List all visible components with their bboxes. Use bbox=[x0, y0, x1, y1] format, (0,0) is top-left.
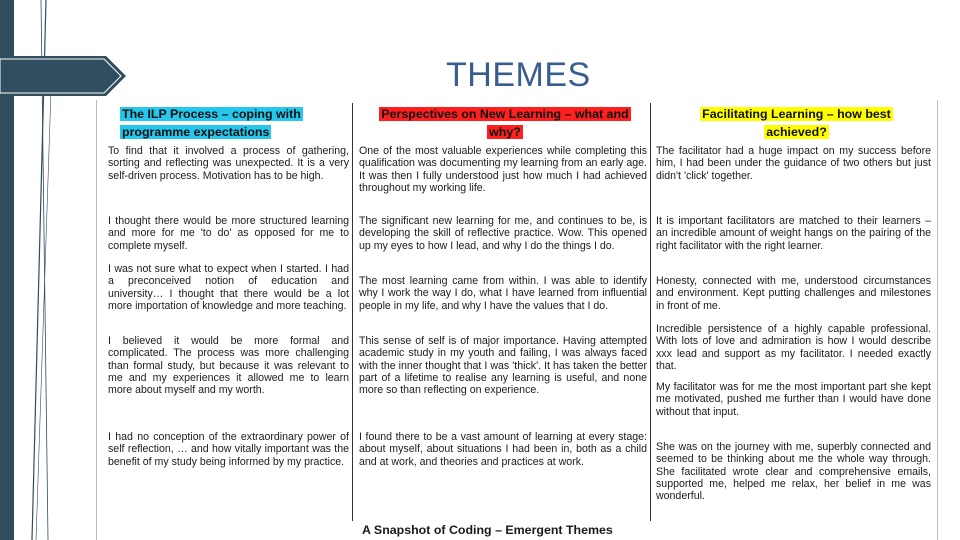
column-heading: Perspectives on New Learning – what and why? bbox=[381, 107, 629, 139]
slide-title: THEMES bbox=[446, 56, 591, 94]
quote-entry: Honesty, connected with me, understood circumstances and environment. Kept putting challenges and milestones in front of me. bbox=[656, 275, 931, 312]
quote-entry: The significant new learning for me, and continues to be, is developing the skill of reflective practice. Wow. This opened up my eyes to how I lead, and why I do the things I do. bbox=[359, 215, 647, 252]
quote-entry: My facilitator was for me the most important part she kept me motivated, pushed me further than I would have done without that input. bbox=[656, 381, 931, 418]
table-caption: A Snapshot of Coding – Emergent Themes bbox=[362, 523, 613, 537]
quote-entry: The most learning came from within. I was able to identify why I work the way I do, what I have learned from influential people in my life, and why I have the values that I do. bbox=[359, 275, 647, 312]
column-ilp-process bbox=[104, 103, 352, 521]
title-arrow-tab bbox=[0, 56, 126, 96]
column-heading: Facilitating Learning – how best achieved? bbox=[702, 107, 891, 139]
quote-entry: Incredible persistence of a highly capable professional. With lots of love and admiration is how I would describe xxx lead and support as my facilitator. I needed exactly that. bbox=[656, 323, 931, 372]
column-facilitating-learning bbox=[650, 103, 933, 521]
quote-entry: This sense of self is of major importance. Having attempted academic study in my youth and failing, I was always faced with the inner thought that I was 'thick'. It has taken the better part of a lifetime to realise any learning is useful, and none more so than reflecting on experience. bbox=[359, 335, 647, 397]
quote-entry: One of the most valuable experiences while completing this qualification was documenting my learning from an early age. It was then I fully understood just how much I had achieved throughout my working life. bbox=[359, 145, 647, 194]
quote-entry: I thought there would be more structured learning and more for me 'to do' as opposed for me to complete myself. bbox=[108, 215, 349, 252]
quote-entry: I had no conception of the extraordinary power of self reflection, … and how vitally important was the benefit of my study being informed by my practice. bbox=[108, 431, 349, 468]
themes-table bbox=[104, 103, 933, 521]
quote-entry: She was on the journey with me, superbly connected and seemed to be thinking about me the whole way through. She facilitated wrote clear and comprehensive emails, supported me, helped me relax, her belief in me was wonderful. bbox=[656, 441, 931, 503]
quote-entry: I was not sure what to expect when I started. I had a preconceived notion of education and university… I thought that there would be a lot more importation of knowledge and more teaching. bbox=[108, 263, 349, 312]
quote-entry: I believed it would be more formal and complicated. The process was more challenging than formal study, but because it was relevant to me and my experiences it allowed me to learn more about myself and my worth. bbox=[108, 335, 349, 397]
quote-entry: It is important facilitators are matched to their learners – an incredible amount of weight hangs on the pairing of the right facilitator with the right learner. bbox=[656, 215, 931, 252]
column-heading: The ILP Process – coping with programme expectations bbox=[122, 107, 301, 139]
quote-entry: The facilitator had a huge impact on my success before him, I had been under the guidance of two others but just didn't 'click' together. bbox=[656, 145, 931, 182]
quote-entry: I found there to be a vast amount of learning at every stage: about myself, about situations I had been in, both as a child and at work, and theories and practices at work. bbox=[359, 431, 647, 468]
column-new-learning bbox=[352, 103, 650, 521]
quote-entry: To find that it involved a process of gathering, sorting and reflecting was unexpected. It is a very self-driven process. Motivation has to be high. bbox=[108, 145, 349, 182]
